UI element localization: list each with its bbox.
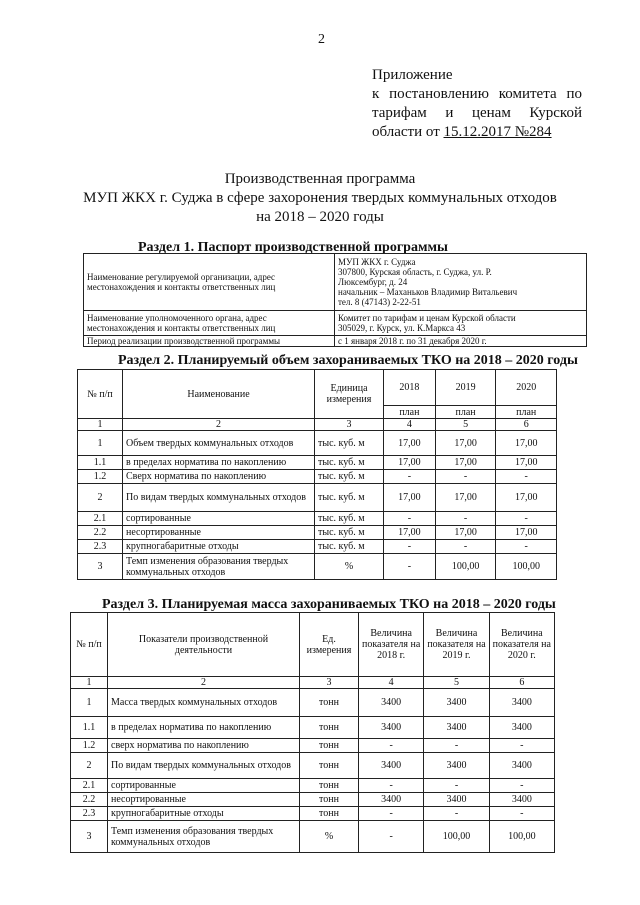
row-unit: тыс. куб. м [315,512,384,526]
row-value: - [496,540,557,554]
row-value: - [435,540,496,554]
appendix-word: и [445,105,454,121]
document-title [80,170,560,227]
appendix-block [372,66,582,142]
row-num: 3 [71,821,108,853]
row-value: 3400 [424,793,489,807]
header-unit: Единица измерения [315,370,384,419]
table-row [78,419,557,431]
row-name: в пределах норматива по накоплению [108,717,300,739]
index-cell: 6 [496,419,557,431]
passport-value [335,311,587,336]
table-row [78,526,557,540]
row-num: 1.1 [71,717,108,739]
index-cell: 6 [489,677,554,689]
table-row [78,512,557,526]
row-num: 2.2 [71,793,108,807]
index-cell: 3 [315,419,384,431]
row-unit: % [300,821,359,853]
row-unit: тонн [300,807,359,821]
section1-heading: Раздел 1. Паспорт производственной программы [138,240,448,255]
row-name: Объем твердых коммунальных отходов [123,431,315,456]
passport-label: Наименование регулируемой организации, адрес местонахождения и контакты ответственных лиц [84,254,335,311]
row-unit: тонн [300,753,359,779]
value-line: начальник – Маханьков Владимир Витальевич [338,287,518,297]
row-unit: тыс. куб. м [315,540,384,554]
index-cell: 1 [71,677,108,689]
index-cell: 4 [384,419,436,431]
table-row [78,370,557,406]
row-name: По видам твердых коммунальных отходов [123,484,315,512]
row-name: Сверх норматива по накоплению [123,470,315,484]
row-value: - [384,512,436,526]
passport-value [335,336,587,347]
row-num: 2 [71,753,108,779]
header-year: 2019 [435,370,496,406]
row-name: Темп изменения образования твердых коммунальных отходов [123,554,315,580]
row-name: несортированные [108,793,300,807]
row-name: крупногабаритные отходы [108,807,300,821]
row-value: 17,00 [384,456,436,470]
table-row [78,484,557,512]
header-value: Величина показателя на 2020 г. [489,613,554,677]
passport-label: Наименование уполномоченного органа, адрес местонахождения и контакты ответственных лиц [84,311,335,336]
row-value: - [359,739,424,753]
table-row [71,677,555,689]
passport-label: Период реализации производственной программы [84,336,335,347]
header-num: № п/п [78,370,123,419]
index-cell: 3 [300,677,359,689]
appendix-word: по [566,86,582,102]
row-value: 100,00 [424,821,489,853]
row-value: - [489,807,554,821]
row-value: 3400 [489,689,554,717]
row-value: - [424,739,489,753]
appendix-line-4 [372,123,582,142]
row-num: 2.1 [78,512,123,526]
table-row [71,613,555,677]
row-unit: тонн [300,739,359,753]
row-name: Масса твердых коммунальных отходов [108,689,300,717]
header-plan: план [496,406,557,419]
header-name: Показатели производственной деятельности [108,613,300,677]
row-value: 3400 [424,753,489,779]
row-value: 17,00 [384,526,436,540]
header-year: 2020 [496,370,557,406]
row-unit: тыс. куб. м [315,470,384,484]
row-num: 1.2 [78,470,123,484]
row-value: 3400 [489,717,554,739]
header-value: Величина показателя на 2018 г. [359,613,424,677]
value-line: 305029, г. Курск, ул. К.Маркса 43 [338,323,466,333]
table-row [78,540,557,554]
row-value: - [496,470,557,484]
appendix-word: тарифам [372,105,427,121]
row-value: - [489,739,554,753]
row-value: 17,00 [384,484,436,512]
row-name: По видам твердых коммунальных отходов [108,753,300,779]
row-value: 3400 [359,717,424,739]
table-row [78,554,557,580]
row-value: - [359,821,424,853]
row-value: - [359,807,424,821]
row-num: 1 [78,431,123,456]
value-line: тел. 8 (47143) 2-22-51 [338,297,421,307]
index-cell: 2 [108,677,300,689]
passport-table [83,253,587,347]
row-num: 2.1 [71,779,108,793]
table-row [71,689,555,717]
header-year: 2018 [384,370,436,406]
row-num: 2.3 [71,807,108,821]
appendix-line-3 [372,104,582,123]
table-row [71,779,555,793]
page-number: 2 [318,32,325,47]
header-unit: Ед. измерения [300,613,359,677]
table-row [84,311,587,336]
appendix-word: к [372,86,380,102]
decree-number: 15.12.2017 №284 [443,124,552,140]
table-row [78,431,557,456]
index-cell: 5 [435,419,496,431]
header-name: Наименование [123,370,315,419]
table-row [71,821,555,853]
row-value: 17,00 [496,456,557,470]
value-line: МУП ЖКХ г. Суджа [338,257,416,267]
row-value: 17,00 [435,456,496,470]
row-name: сортированные [108,779,300,793]
header-plan: план [384,406,436,419]
table-row [78,470,557,484]
row-name: сортированные [123,512,315,526]
appendix-line-2 [372,85,582,104]
row-unit: тыс. куб. м [315,484,384,512]
row-value: 3400 [424,689,489,717]
header-value: Величина показателя на 2019 г. [424,613,489,677]
row-value: 17,00 [496,431,557,456]
value-line: с 1 января 2018 г. по 31 декабря 2020 г. [338,336,487,346]
appendix-prefix: области от [372,124,440,140]
row-value: 3400 [359,793,424,807]
row-name: Темп изменения образования твердых коммунальных отходов [108,821,300,853]
value-line: Комитет по тарифам и ценам Курской области [338,313,516,323]
table-row [71,753,555,779]
row-unit: тыс. куб. м [315,431,384,456]
header-num: № п/п [71,613,108,677]
title-line-2: МУП ЖКХ г. Суджа в сфере захоронения твердых коммунальных отходов [83,190,557,206]
row-unit: тыс. куб. м [315,526,384,540]
row-num: 1.2 [71,739,108,753]
row-value: 3400 [489,793,554,807]
volume-table [77,369,557,580]
index-cell: 5 [424,677,489,689]
table-row [71,739,555,753]
row-value: - [424,807,489,821]
table-row [84,336,587,347]
row-unit: тонн [300,689,359,717]
row-value: 17,00 [435,431,496,456]
row-value: 100,00 [489,821,554,853]
value-line: Люксембург, д. 24 [338,277,408,287]
row-name: несортированные [123,526,315,540]
row-value: - [435,512,496,526]
row-value: 100,00 [496,554,557,580]
row-num: 2.3 [78,540,123,554]
row-num: 3 [78,554,123,580]
row-unit: тонн [300,779,359,793]
title-line-1: Производственная программа [224,171,416,187]
row-num: 1.1 [78,456,123,470]
row-value: - [489,779,554,793]
row-value: 3400 [359,689,424,717]
appendix-line-1: Приложение [372,67,453,83]
row-value: 3400 [489,753,554,779]
appendix-word: Курской [529,105,582,121]
table-row [78,456,557,470]
row-value: 3400 [424,717,489,739]
passport-value [335,254,587,311]
row-value: 17,00 [384,431,436,456]
row-value: - [384,470,436,484]
index-cell: 1 [78,419,123,431]
row-unit: тонн [300,793,359,807]
appendix-word: комитета [498,86,557,102]
mass-table [70,612,555,853]
row-value: - [359,779,424,793]
row-name: крупногабаритные отходы [123,540,315,554]
row-value: - [384,540,436,554]
appendix-word: постановлению [389,86,489,102]
row-value: 3400 [359,753,424,779]
row-num: 2.2 [78,526,123,540]
row-unit: тыс. куб. м [315,456,384,470]
row-value: - [424,779,489,793]
section3-heading: Раздел 3. Планируемая масса захораниваемых ТКО на 2018 – 2020 годы [102,597,556,612]
row-value: - [435,470,496,484]
appendix-word: ценам [471,105,511,121]
value-line: 307800, Курская область, г. Суджа, ул. Р. [338,267,492,277]
header-plan: план [435,406,496,419]
row-value: - [384,554,436,580]
index-cell: 2 [123,419,315,431]
row-value: 17,00 [496,484,557,512]
row-num: 1 [71,689,108,717]
index-cell: 4 [359,677,424,689]
table-row [71,717,555,739]
row-unit: % [315,554,384,580]
table-row [71,807,555,821]
row-unit: тонн [300,717,359,739]
row-name: в пределах норматива по накоплению [123,456,315,470]
title-line-3: на 2018 – 2020 годы [256,209,384,225]
row-value: 17,00 [435,484,496,512]
section2-heading: Раздел 2. Планируемый объем захораниваемых ТКО на 2018 – 2020 годы [118,353,578,368]
row-name: сверх норматива по накоплению [108,739,300,753]
row-value: 17,00 [435,526,496,540]
table-row [71,793,555,807]
row-num: 2 [78,484,123,512]
row-value: 17,00 [496,526,557,540]
row-value: - [496,512,557,526]
row-value: 100,00 [435,554,496,580]
table-row [84,254,587,311]
